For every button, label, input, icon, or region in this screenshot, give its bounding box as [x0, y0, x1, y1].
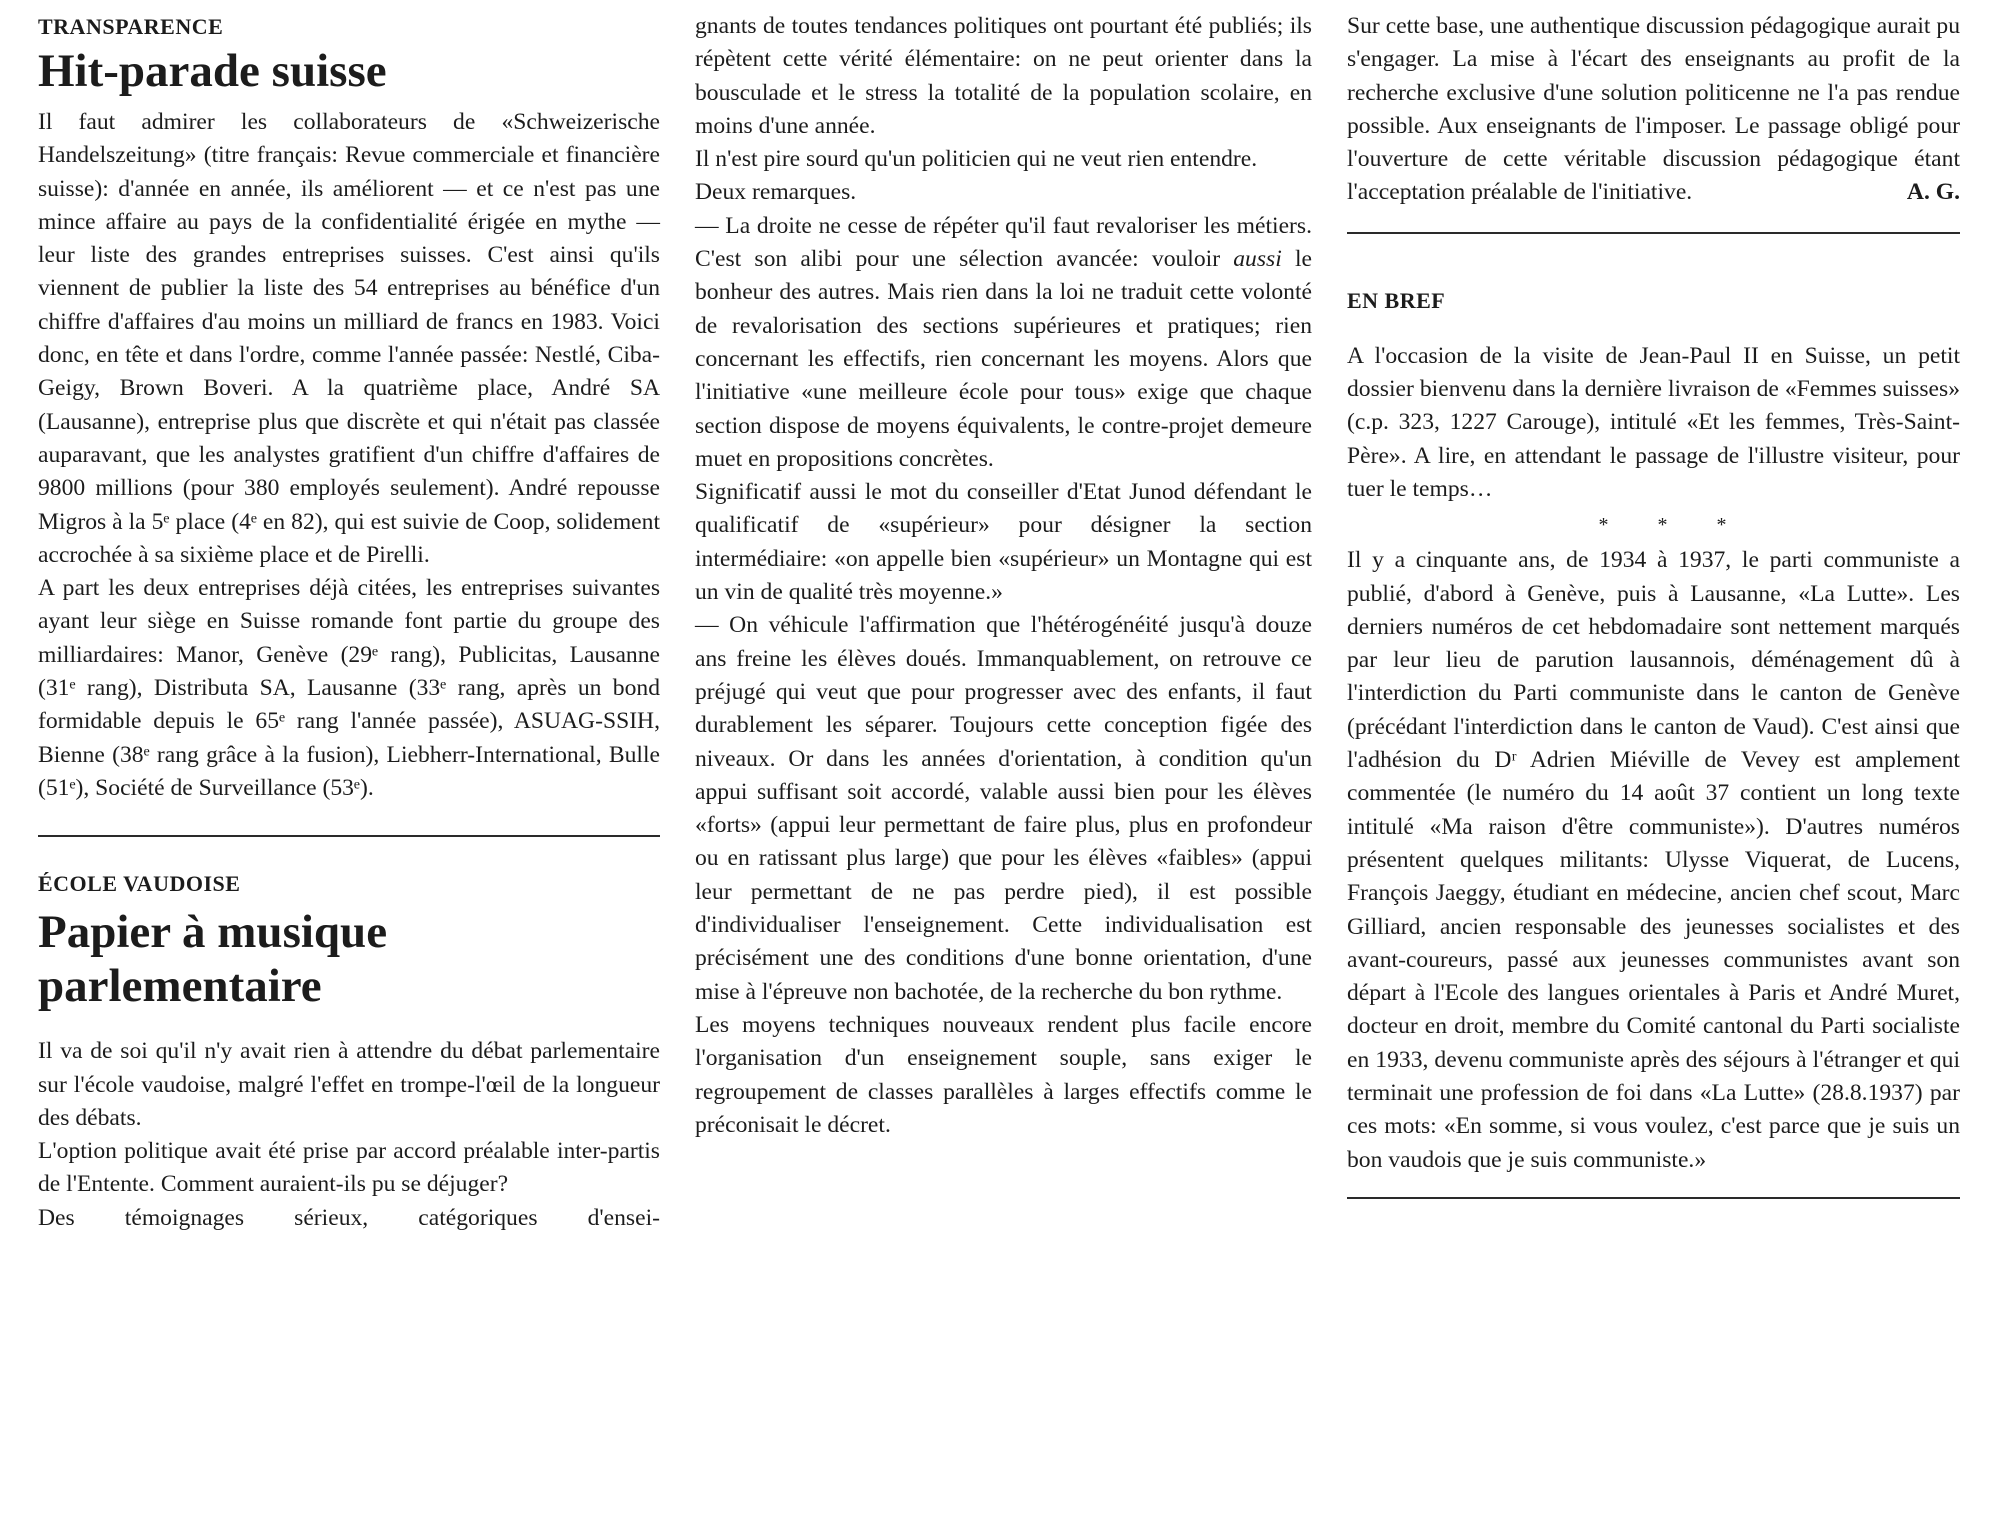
author-signature: A. G. — [1906, 179, 1960, 206]
paragraph-4-end: le bonheur des autres. Mais rien dans la loi ne traduit cette volonté de revalorisation des sections supérieures et pratiques; rien concernant les effectifs, rien concernant les moyens. Alors que l'initiative «une meilleure école pour tous» exige que chaque section dispose de moyens équivalents, le contre-projet demeure muet en propositions concrètes. — [695, 246, 1312, 472]
article2-paragraph-1: Il va de soi qu'il n'y avait rien à attendre du débat parlementaire sur l'école vaudoise, malgré l'effet en trompe-l'œil de la longueur des débats. — [38, 1038, 660, 1131]
article2-col2-paragraph-7: Les moyens techniques nouveaux rendent plus facile encore l'organisation d'un enseignement souple, sans exiger le regroupement de classes parallèles à larges effectifs comme le préconisait le décret. — [695, 1011, 1312, 1138]
column-middle — [695, 10, 1312, 1142]
italic-word-aussi: aussi — [1233, 246, 1282, 273]
article2-col2-paragraph-6: — On véhicule l'affirmation que l'hétérogénéité jusqu'à douze ans freine les élèves doués. Immanquablement, on retrouve ce préjugé qui veut que pour progresser avec des enfants, il faut durablement les séparer. Toujours cette conception figée des niveaux. Or dans les années d'orientation, à condition qu'un appui suffisant soit accordé, valable aussi bien pour les élèves «forts» (appui leur permettant de faire plus, plus en profondeur ou en ratissant plus large) que pour les élèves «faibles» (appui leur permettant de ne pas perdre pied), il est possible d'individualiser l'enseignement. Cette individualisation est précisément une des conditions d'une bonne orientation, d'une mise à l'épreuve non bachotée, de la recherche du bon rythme. — [695, 612, 1312, 1005]
asterism-separator: * * * — [1598, 514, 1749, 537]
divider-rule — [1347, 1197, 1960, 1199]
section-kicker-ecole-vaudoise: ÉCOLE VAUDOISE — [38, 871, 241, 897]
divider-rule — [1347, 232, 1960, 234]
article2-col2-paragraph-3: Deux remarques. — [695, 179, 857, 206]
section-kicker-en-bref: EN BREF — [1347, 287, 1446, 313]
en-bref-paragraph-2: Il y a cinquante ans, de 1934 à 1937, le parti communiste a publié, d'abord à Genève, puis à Lausanne, «La Lutte». Les derniers numéros de cet hebdomadaire sont nettement marqués par leur lieu de parution lausannois, déménagement dû à l'interdiction du Parti communiste dans le canton de Genève (précédant l'interdiction dans le canton de Vaud). C'est ainsi que l'adhésion du Dʳ Adrien Miéville de Vevey est amplement commentée (le numéro du 14 août 37 contient un long texte intitulé «Ma raison d'être communiste»). D'autres numéros présentent quelques militants: Ulysse Viquerat, de Lucens, François Jaeggy, étudiant en médecine, ancien chef scout, Marc Gilliard, ancien responsable des jeunesses socialistes et des avant-coureurs, passé aux jeunesses communistes avant son départ à l'Ecole des langues orientales à Paris et André Muret, docteur en droit, membre du Comité cantonal du Parti socialiste en 1933, devenu communiste après des séjours à l'étranger et qui terminait une profession de foi dans «La Lutte» (28.8.1937) par ces mots: «En somme, si vous voulez, c'est parce que je suis un bon vaudois que je suis communiste.» — [1347, 547, 1960, 1173]
column-right — [1347, 10, 1960, 1199]
divider-rule — [38, 835, 660, 837]
en-bref-paragraph-1: A l'occasion de la visite de Jean-Paul II en Suisse, un petit dossier bienvenu dans la dernière livraison de «Femmes suisses» (c.p. 323, 1227 Carouge), intitulé «Et les femmes, Très-Saint-Père». A lire, en attendant le passage de l'illustre visiteur, pour tuer le temps… — [1347, 342, 1960, 502]
article1-paragraph-1: Il faut admirer les collaborateurs de «Schweizerische Handelszeitung» (titre français: Revue commerciale et financière suisse): d'année en année, ils améliorent — et ce n'est pas une mince affaire au pays de la confidentialité érigée en mythe — leur liste des grandes entreprises suisses. C'est ainsi qu'ils viennent de publier la liste des 54 entreprises au bénéfice d'un chiffre d'affaires d'au moins un milliard de francs en 1983. Voici donc, en tête et dans l'ordre, comme l'année passée: Nestlé, Ciba-Geigy, Brown Boveri. A la quatrième place, André SA (Lausanne), entreprise plus que discrète et qui n'était pas classée auparavant, que les analystes gratifient d'un chiffre d'affaires de 9800 millions (pour 380 employés seulement). André repousse Migros à la 5ᵉ place (4ᵉ en 82), qui est suivie de Coop, solidement accrochée à sa sixième place et de Pirelli. — [38, 109, 660, 568]
article2-col3-paragraph-1 — [1347, 10, 1960, 210]
article2-col2-paragraph-1: gnants de toutes tendances politiques ont pourtant été publiés; ils répètent cette vérité élémentaire: on ne peut orienter dans la bousculade et le stress la totalité de la population scolaire, en moins d'une année. — [695, 13, 1312, 139]
column-left — [38, 10, 660, 1235]
headline-papier-line2: parlementaire — [38, 960, 322, 1013]
article2-paragraph-2: L'option politique avait été prise par accord préalable inter-partis de l'Entente. Comment auraient-ils pu se déjuger? — [38, 1138, 660, 1198]
headline-papier-line1: Papier à musique — [38, 906, 388, 959]
article2-col2-paragraph-4 — [695, 210, 1312, 476]
paragraph-text: Sur cette base, une authentique discussion pédagogique aurait pu s'engager. La mise à l'écart des enseignants au profit de la recherche exclusive d'une solution politicenne ne l'a pas rendue possible. Aux enseignants de l'imposer. Le passage obligé pour l'ouverture de cette véritable discussion pédagogique étant l'acceptation préalable de l'initiative. — [1347, 13, 1960, 206]
section-kicker-transparence: TRANSPARENCE — [38, 14, 224, 39]
article1-paragraph-2: A part les deux entreprises déjà citées, les entreprises suivantes ayant leur siège en Suisse romande font partie du groupe des milliardaires: Manor, Genève (29ᵉ rang), Publicitas, Lausanne (31ᵉ rang), Distributa SA, Lausanne (33ᵉ rang, après un bond formidable depuis le 65ᵉ rang l'année passée), ASUAG-SSIH, Bienne (38ᵉ rang grâce à la fusion), Liebherr-International, Bulle (51ᵉ), Société de Surveillance (53ᵉ). — [38, 575, 660, 801]
article2-col2-paragraph-5: Significatif aussi le mot du conseiller d'Etat Junod défendant le qualificatif de «supérieur» pour désigner la section intermédiaire: «on appelle bien «supérieur» un Montagne qui est un vin de qualité très moyenne.» — [695, 479, 1312, 606]
article2-col2-paragraph-2: Il n'est pire sourd qu'un politicien qui ne veut rien entendre. — [695, 146, 1258, 173]
article2-paragraph-3: Des témoignages sérieux, catégoriques d'ensei- — [38, 1204, 660, 1231]
paragraph-4-start: — La droite ne cesse de répéter qu'il faut revaloriser les métiers. C'est son alibi pour une sélection avancée: vouloir — [695, 212, 1312, 273]
headline-hit-parade: Hit-parade suisse — [38, 45, 387, 97]
